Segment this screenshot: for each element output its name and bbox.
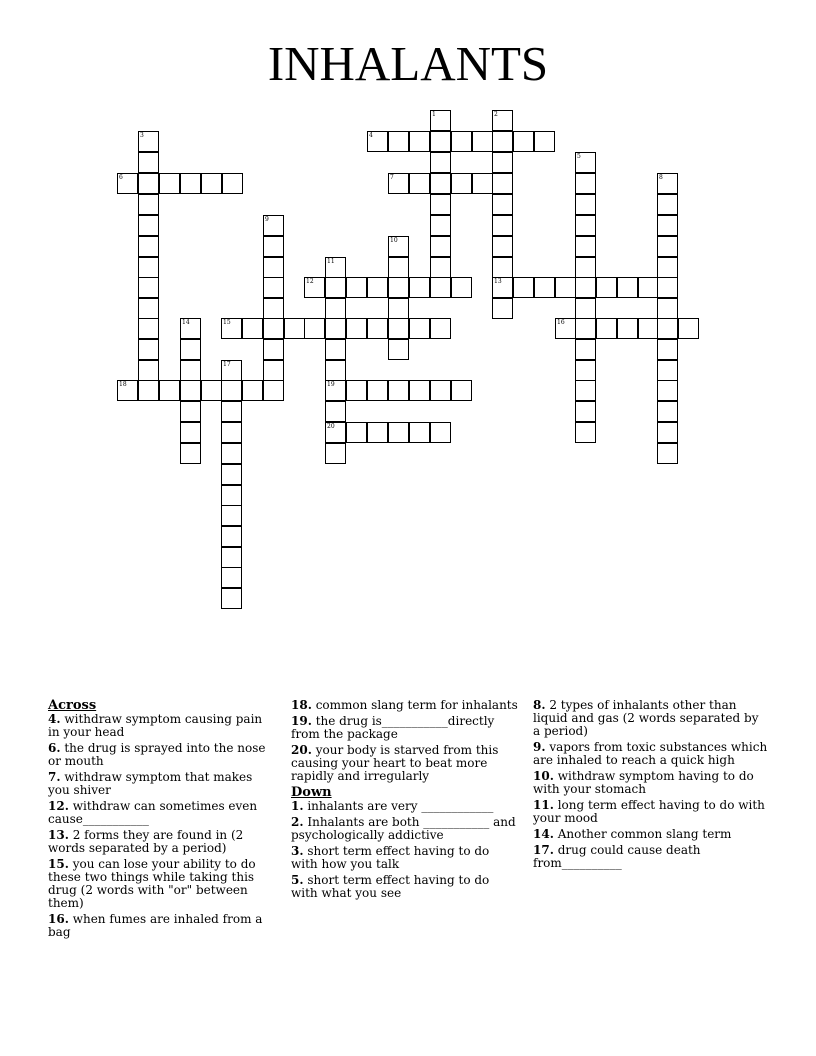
clue-item	[291, 845, 519, 871]
crossword-cell[interactable]	[367, 277, 388, 298]
clue-text: short term effect having to do with how you talk	[291, 844, 490, 871]
crossword-cell[interactable]	[138, 360, 159, 381]
clue-text: your body is starved from this causing your heart to beat more rapidly and irregularly	[291, 743, 499, 783]
clue-text: Inhalants are both ___________ and psychologically addictive	[291, 815, 516, 842]
crossword-cell[interactable]	[575, 360, 596, 381]
crossword-cell[interactable]	[409, 131, 430, 152]
crossword-cell[interactable]	[263, 277, 284, 298]
crossword-cell[interactable]	[367, 380, 388, 401]
crossword-cell[interactable]	[138, 215, 159, 236]
crossword-cell[interactable]	[201, 173, 222, 194]
crossword-cell[interactable]	[657, 277, 678, 298]
clue-item	[48, 713, 270, 739]
crossword-cell[interactable]	[492, 194, 513, 215]
crossword-cell[interactable]	[430, 236, 451, 257]
clue-number: 8	[659, 174, 663, 181]
crossword-cell[interactable]	[346, 422, 367, 443]
crossword-cell[interactable]	[388, 277, 409, 298]
clue-item	[533, 741, 769, 767]
puzzle-title: INHALANTS	[267, 36, 549, 91]
crossword-cell[interactable]	[325, 443, 346, 464]
crossword-cell[interactable]	[657, 318, 678, 339]
crossword-cell[interactable]	[657, 298, 678, 319]
crossword-cell[interactable]	[657, 194, 678, 215]
crossword-cell[interactable]	[325, 339, 346, 360]
clue-num: 12.	[48, 799, 69, 813]
crossword-cell[interactable]	[617, 277, 638, 298]
clue-item	[48, 829, 270, 855]
crossword-cell[interactable]	[221, 422, 242, 443]
crossword-cell[interactable]	[513, 277, 534, 298]
clue-num: 11.	[533, 798, 554, 812]
crossword-cell[interactable]	[575, 422, 596, 443]
crossword-cell[interactable]	[451, 277, 472, 298]
crossword-cell[interactable]	[575, 236, 596, 257]
crossword-cell[interactable]	[180, 360, 201, 381]
across-header: Across	[48, 698, 97, 713]
crossword-cell[interactable]	[221, 588, 242, 609]
crossword-cell[interactable]	[138, 298, 159, 319]
crossword-cell[interactable]	[221, 526, 242, 547]
clue-item	[48, 800, 270, 826]
clue-item	[291, 715, 519, 741]
crossword-cell[interactable]	[367, 422, 388, 443]
crossword-cell[interactable]	[492, 298, 513, 319]
clue-item	[533, 828, 769, 841]
crossword-cell[interactable]	[451, 380, 472, 401]
crossword-cell[interactable]	[221, 567, 242, 588]
crossword-cell[interactable]	[638, 277, 659, 298]
crossword-cell[interactable]	[367, 318, 388, 339]
crossword-cell[interactable]	[242, 318, 263, 339]
crossword-cell[interactable]	[221, 401, 242, 422]
crossword-cell[interactable]	[575, 277, 596, 298]
clue-num: 4.	[48, 712, 61, 726]
crossword-cell[interactable]	[284, 318, 305, 339]
crossword-cell[interactable]	[138, 318, 159, 339]
crossword-cell[interactable]	[430, 131, 451, 152]
crossword-cell[interactable]	[263, 380, 284, 401]
clues-column-1	[48, 699, 270, 942]
clue-text: the drug is___________directly from the package	[291, 714, 495, 741]
clue-text: withdraw symptom having to do with your stomach	[533, 769, 754, 796]
crossword-cell[interactable]	[657, 236, 678, 257]
crossword-cell[interactable]	[138, 257, 159, 278]
crossword-cell[interactable]	[409, 277, 430, 298]
clue-number: 2	[494, 111, 498, 118]
crossword-cell[interactable]	[492, 257, 513, 278]
clue-number: 13	[494, 278, 502, 285]
clue-num: 6.	[48, 741, 61, 755]
crossword-cell[interactable]	[513, 131, 534, 152]
crossword-cell[interactable]	[180, 380, 201, 401]
clue-item	[291, 800, 519, 813]
crossword-cell[interactable]	[617, 318, 638, 339]
crossword-cell[interactable]	[388, 318, 409, 339]
clues-column-3	[533, 699, 769, 873]
clue-text: 2 forms they are found in (2 words separated by a period)	[48, 828, 244, 855]
crossword-cell[interactable]	[325, 401, 346, 422]
crossword-cell[interactable]	[638, 318, 659, 339]
clue-text: withdraw symptom that makes you shiver	[48, 770, 253, 797]
clue-num: 20.	[291, 743, 312, 757]
clue-number: 1	[432, 111, 436, 118]
clue-number: 18	[119, 381, 127, 388]
clue-num: 9.	[533, 740, 546, 754]
crossword-cell[interactable]	[388, 422, 409, 443]
clue-number: 12	[306, 278, 314, 285]
crossword-cell[interactable]	[492, 236, 513, 257]
clue-item	[291, 816, 519, 842]
crossword-cell[interactable]	[388, 380, 409, 401]
crossword-cell[interactable]	[575, 298, 596, 319]
crossword-cell[interactable]	[138, 380, 159, 401]
clue-number: 6	[119, 174, 123, 181]
clue-text: you can lose your ability to do these two things while taking this drug (2 words with "or" between them)	[48, 857, 256, 910]
crossword-cell[interactable]	[263, 360, 284, 381]
crossword-cell[interactable]	[451, 131, 472, 152]
crossword-cell[interactable]	[472, 173, 493, 194]
clue-number: 15	[223, 319, 231, 326]
crossword-cell[interactable]	[657, 380, 678, 401]
crossword-cell[interactable]	[221, 443, 242, 464]
clue-number: 19	[327, 381, 335, 388]
crossword-cell[interactable]	[180, 422, 201, 443]
clue-text: 2 types of inhalants other than liquid and gas (2 words separated by a period)	[533, 698, 759, 738]
crossword-cell[interactable]	[222, 173, 243, 194]
crossword-cell[interactable]	[430, 257, 451, 278]
clue-num: 1.	[291, 799, 304, 813]
crossword-cell[interactable]	[409, 422, 430, 443]
crossword-cell[interactable]	[325, 298, 346, 319]
clue-num: 3.	[291, 844, 304, 858]
crossword-cell[interactable]	[492, 173, 513, 194]
clue-num: 16.	[48, 912, 69, 926]
crossword-cell[interactable]	[263, 318, 284, 339]
clue-num: 13.	[48, 828, 69, 842]
crossword-cell[interactable]	[221, 464, 242, 485]
crossword-cell[interactable]	[575, 257, 596, 278]
clue-item	[48, 742, 270, 768]
crossword-cell[interactable]	[657, 360, 678, 381]
clue-text: drug could cause death from__________	[533, 843, 701, 870]
clue-number: 4	[369, 132, 373, 139]
clue-text: withdraw can sometimes even cause___________	[48, 799, 258, 826]
crossword-cell[interactable]	[388, 339, 409, 360]
crossword-cell[interactable]	[325, 360, 346, 381]
crossword-cell[interactable]	[534, 277, 555, 298]
crossword-cell[interactable]	[430, 152, 451, 173]
crossword-cell[interactable]	[555, 277, 576, 298]
crossword-cell[interactable]	[657, 339, 678, 360]
clue-item	[291, 744, 519, 783]
crossword-cell[interactable]	[221, 380, 242, 401]
crossword-cell[interactable]	[201, 380, 222, 401]
clue-num: 17.	[533, 843, 554, 857]
crossword-cell[interactable]	[221, 485, 242, 506]
crossword-cell[interactable]	[657, 401, 678, 422]
crossword-cell[interactable]	[263, 339, 284, 360]
clue-num: 8.	[533, 698, 546, 712]
crossword-cell[interactable]	[430, 215, 451, 236]
crossword-cell[interactable]	[430, 194, 451, 215]
clue-text: Another common slang term	[553, 827, 732, 841]
clue-number: 3	[140, 132, 144, 139]
clue-item	[533, 770, 769, 796]
crossword-cell[interactable]	[325, 277, 346, 298]
clue-number: 7	[390, 174, 394, 181]
crossword-cell[interactable]	[242, 380, 263, 401]
crossword-cell[interactable]	[678, 318, 699, 339]
clue-item	[533, 699, 769, 738]
crossword-cell[interactable]	[138, 339, 159, 360]
crossword-cell[interactable]	[138, 194, 159, 215]
crossword-cell[interactable]	[304, 318, 325, 339]
crossword-cell[interactable]	[263, 298, 284, 319]
crossword-cell[interactable]	[472, 131, 493, 152]
crossword-cell[interactable]	[430, 173, 451, 194]
clue-item	[48, 913, 270, 939]
crossword-cell[interactable]	[451, 173, 472, 194]
clue-text: when fumes are inhaled from a bag	[48, 912, 263, 939]
crossword-cell[interactable]	[596, 318, 617, 339]
clue-text: common slang term for inhalants	[311, 698, 518, 712]
clue-text: the drug is sprayed into the nose or mouth	[48, 741, 266, 768]
crossword-cell[interactable]	[263, 236, 284, 257]
crossword-cell[interactable]	[575, 173, 596, 194]
crossword-cell[interactable]	[180, 339, 201, 360]
clue-num: 5.	[291, 873, 304, 887]
crossword-cell[interactable]	[180, 443, 201, 464]
crossword-cell[interactable]	[138, 152, 159, 173]
crossword-cell[interactable]	[180, 401, 201, 422]
crossword-cell[interactable]	[263, 257, 284, 278]
crossword-cell[interactable]	[346, 318, 367, 339]
crossword-cell[interactable]	[657, 215, 678, 236]
crossword-cell[interactable]	[409, 318, 430, 339]
crossword-cell[interactable]	[388, 298, 409, 319]
crossword-cell[interactable]	[409, 173, 430, 194]
clue-item	[48, 858, 270, 910]
clue-num: 14.	[533, 827, 554, 841]
crossword-cell[interactable]	[388, 257, 409, 278]
clue-text: withdraw symptom causing pain in your head	[48, 712, 263, 739]
clue-number: 17	[223, 361, 231, 368]
clue-item	[291, 699, 519, 712]
clue-item	[533, 799, 769, 825]
crossword-cell[interactable]	[575, 380, 596, 401]
clue-number: 9	[265, 216, 269, 223]
clue-num: 19.	[291, 714, 312, 728]
clue-number: 5	[577, 153, 581, 160]
crossword-cell[interactable]	[575, 339, 596, 360]
crossword-cell[interactable]	[575, 215, 596, 236]
crossword-cell[interactable]	[138, 236, 159, 257]
crossword-cell[interactable]	[430, 422, 451, 443]
crossword-cell[interactable]	[180, 173, 201, 194]
crossword-cell[interactable]	[221, 547, 242, 568]
down-header: Down	[291, 785, 332, 800]
crossword-cell[interactable]	[159, 173, 180, 194]
crossword-cell[interactable]	[575, 194, 596, 215]
crossword-cell[interactable]	[346, 277, 367, 298]
clue-text: long term effect having to do with your mood	[533, 798, 765, 825]
crossword-cell[interactable]	[492, 215, 513, 236]
crossword-cell[interactable]	[159, 380, 180, 401]
clue-text: short term effect having to do with what you see	[291, 873, 490, 900]
crossword-cell[interactable]	[138, 173, 159, 194]
clue-number: 16	[557, 319, 565, 326]
clue-item	[48, 771, 270, 797]
clue-text: inhalants are very ____________	[303, 799, 494, 813]
clue-number: 14	[182, 319, 190, 326]
crossword-cell[interactable]	[221, 505, 242, 526]
crossword-cell[interactable]	[430, 380, 451, 401]
crossword-cell[interactable]	[138, 277, 159, 298]
clue-number: 11	[327, 258, 335, 265]
crossword-cell[interactable]	[575, 318, 596, 339]
clue-num: 7.	[48, 770, 61, 784]
clue-num: 18.	[291, 698, 312, 712]
clue-number: 10	[390, 237, 398, 244]
crossword-cell[interactable]	[492, 131, 513, 152]
clue-number: 20	[327, 423, 335, 430]
clue-num: 2.	[291, 815, 304, 829]
clue-item	[291, 874, 519, 900]
crossword-cell[interactable]	[596, 277, 617, 298]
crossword-cell[interactable]	[492, 152, 513, 173]
crossword-cell[interactable]	[657, 422, 678, 443]
crossword-cell[interactable]	[388, 131, 409, 152]
crossword-cell[interactable]	[534, 131, 555, 152]
clue-text: vapors from toxic substances which are inhaled to reach a quick high	[533, 740, 768, 767]
clue-num: 15.	[48, 857, 69, 871]
crossword-cell[interactable]	[575, 401, 596, 422]
clue-item	[533, 844, 769, 870]
crossword-cell[interactable]	[325, 318, 346, 339]
clue-num: 10.	[533, 769, 554, 783]
crossword-cell[interactable]	[657, 443, 678, 464]
clues-column-2	[291, 699, 519, 903]
crossword-cell[interactable]	[430, 277, 451, 298]
crossword-cell[interactable]	[346, 380, 367, 401]
crossword-cell[interactable]	[657, 257, 678, 278]
crossword-cell[interactable]	[430, 318, 451, 339]
crossword-cell[interactable]	[409, 380, 430, 401]
